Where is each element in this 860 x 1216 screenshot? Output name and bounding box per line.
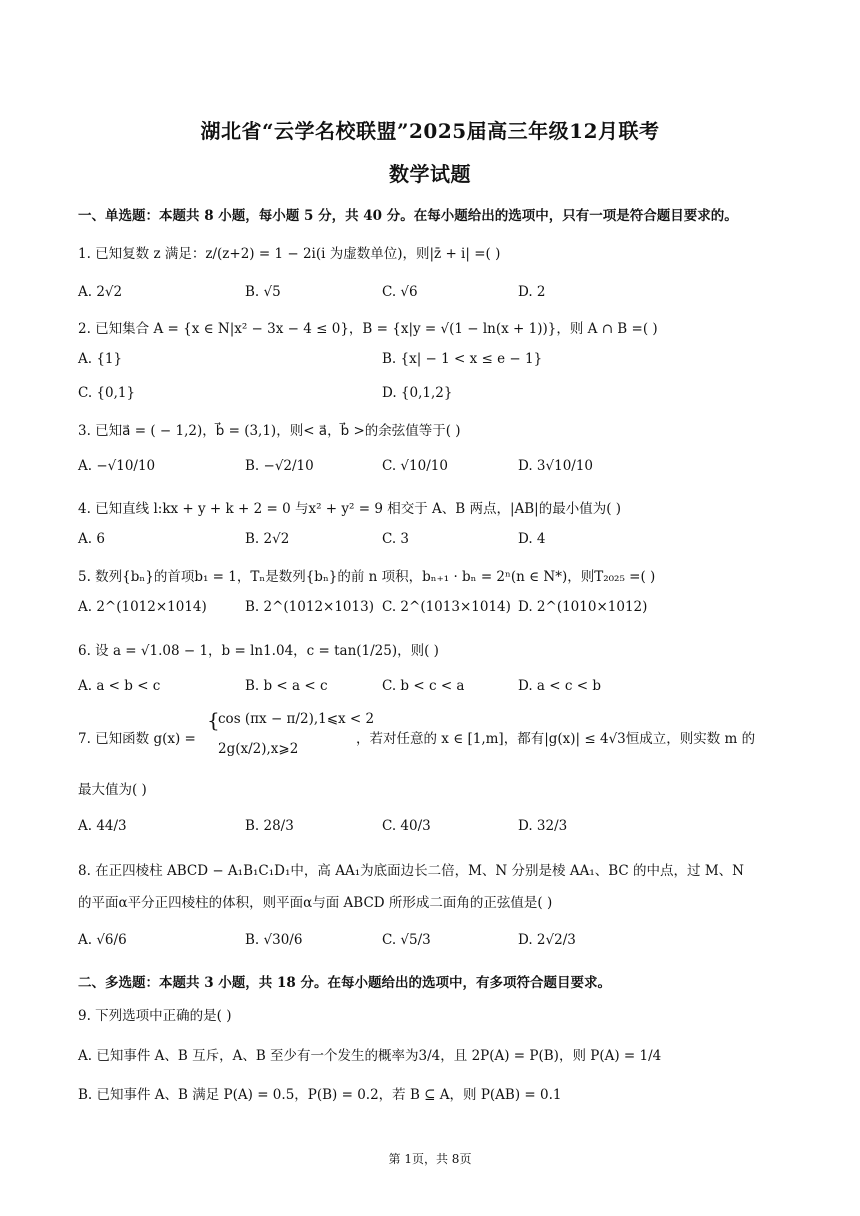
q2-option-c: C. {0,1} — [78, 385, 136, 401]
q8-option-c: C. √5/3 — [382, 932, 431, 948]
q8-option-d: D. 2√2/3 — [518, 932, 576, 948]
question-7-tail: 最大值为( ) — [78, 782, 147, 798]
piecewise-case-2: 2g(x/2),x⩾2 — [218, 741, 299, 757]
q1-option-b: B. √5 — [245, 284, 281, 300]
q1-option-d: D. 2 — [518, 284, 546, 300]
q1-option-c: C. √6 — [382, 284, 418, 300]
section-multiple-choice: 二、多选题：本题共 3 小题，共 18 分。在每小题给出的选项中，有多项符合题目要求。 — [78, 975, 611, 991]
q3-option-a: A. −√10/10 — [78, 458, 156, 474]
q4-option-c: C. 3 — [382, 531, 410, 547]
question-9: 9. 下列选项中正确的是( ) — [78, 1008, 232, 1024]
q6-option-b: B. b < a < c — [245, 678, 328, 694]
question-7-intro: 7. 已知函数 g(x) = — [78, 731, 196, 747]
exam-title: 湖北省“云学名校联盟”2025届高三年级12月联考 — [200, 119, 660, 143]
question-3: 3. 已知a⃗ = ( − 1,2)，b⃗ = (3,1)，则< a⃗，b⃗ >的余弦值等于( ) — [78, 423, 461, 439]
q2-option-d: D. {0,1,2} — [382, 385, 453, 401]
q4-option-a: A. 6 — [78, 531, 105, 547]
question-8-line-1: 8. 在正四棱柱 ABCD − A₁B₁C₁D₁中，高 AA₁为底面边长二倍，M、N 分别是棱 AA₁、BC 的中点，过 M、N — [78, 863, 744, 879]
q3-option-d: D. 3√10/10 — [518, 458, 594, 474]
piecewise-case-1: cos (πx − π/2),1⩽x < 2 — [218, 711, 375, 727]
q2-option-a: A. {1} — [78, 351, 123, 367]
question-7-condition: ，若对任意的 x ∈ [1,m]，都有|g(x)| ≤ 4√3恒成立，则实数 m 的 — [356, 731, 756, 747]
question-6: 6. 设 a = √1.08 − 1，b = ln1.04，c = tan(1/25)，则( ) — [78, 643, 439, 659]
q9-option-a: A. 已知事件 A、B 互斥，A、B 至少有一个发生的概率为3/4，且 2P(A) = P(B)，则 P(A) = 1/4 — [78, 1048, 662, 1064]
q3-option-c: C. √10/10 — [382, 458, 448, 474]
page-footer: 第 1页，共 8页 — [388, 1152, 472, 1166]
exam-subtitle: 数学试题 — [389, 162, 471, 186]
question-4: 4. 已知直线 l:kx + y + k + 2 = 0 与x² + y² = 9 相交于 A、B 两点，|AB|的最小值为( ) — [78, 501, 622, 517]
q3-option-b: B. −√2/10 — [245, 458, 314, 474]
q8-option-a: A. √6/6 — [78, 932, 127, 948]
q5-option-c: C. 2^(1013×1014) — [382, 599, 511, 615]
q2-option-b: B. {x| − 1 < x ≤ e − 1} — [382, 351, 543, 367]
q6-option-c: C. b < c < a — [382, 678, 465, 694]
q5-option-a: A. 2^(1012×1014) — [78, 599, 207, 615]
q7-option-d: D. 32/3 — [518, 818, 568, 834]
q1-option-a: A. 2√2 — [78, 284, 123, 300]
q5-option-d: D. 2^(1010×1012) — [518, 599, 648, 615]
q4-option-d: D. 4 — [518, 531, 546, 547]
q9-option-b: B. 已知事件 A、B 满足 P(A) = 0.5，P(B) = 0.2，若 B ⊆ A，则 P(AB) = 0.1 — [78, 1087, 562, 1103]
q7-option-a: A. 44/3 — [78, 818, 127, 834]
q8-option-b: B. √30/6 — [245, 932, 303, 948]
q6-option-a: A. a < b < c — [78, 678, 161, 694]
q6-option-d: D. a < c < b — [518, 678, 601, 694]
question-5: 5. 数列{bₙ}的首项b₁ = 1，Tₙ是数列{bₙ}的前 n 项积，bₙ₊₁ · bₙ = 2ⁿ(n ∈ N*)，则T₂₀₂₅ =( ) — [78, 569, 656, 585]
q5-option-b: B. 2^(1012×1013) — [245, 599, 374, 615]
question-1: 1. 已知复数 z 满足：z/(z+2) = 1 − 2i(i 为虚数单位)，则|z̄ + i| =( ) — [78, 246, 501, 262]
section-single-choice: 一、单选题：本题共 8 小题，每小题 5 分，共 40 分。在每小题给出的选项中，只有一项是符合题目要求的。 — [78, 208, 738, 224]
q7-option-c: C. 40/3 — [382, 818, 431, 834]
q7-option-b: B. 28/3 — [245, 818, 294, 834]
question-2: 2. 已知集合 A = {x ∈ N|x² − 3x − 4 ≤ 0}，B = {x|y = √(1 − ln(x + 1))}，则 A ∩ B =( ) — [78, 321, 658, 337]
q4-option-b: B. 2√2 — [245, 531, 290, 547]
question-8-line-2: 的平面α平分正四棱柱的体积，则平面α与面 ABCD 所形成二面角的正弦值是( ) — [78, 895, 553, 911]
piecewise-brace: { — [207, 708, 220, 732]
